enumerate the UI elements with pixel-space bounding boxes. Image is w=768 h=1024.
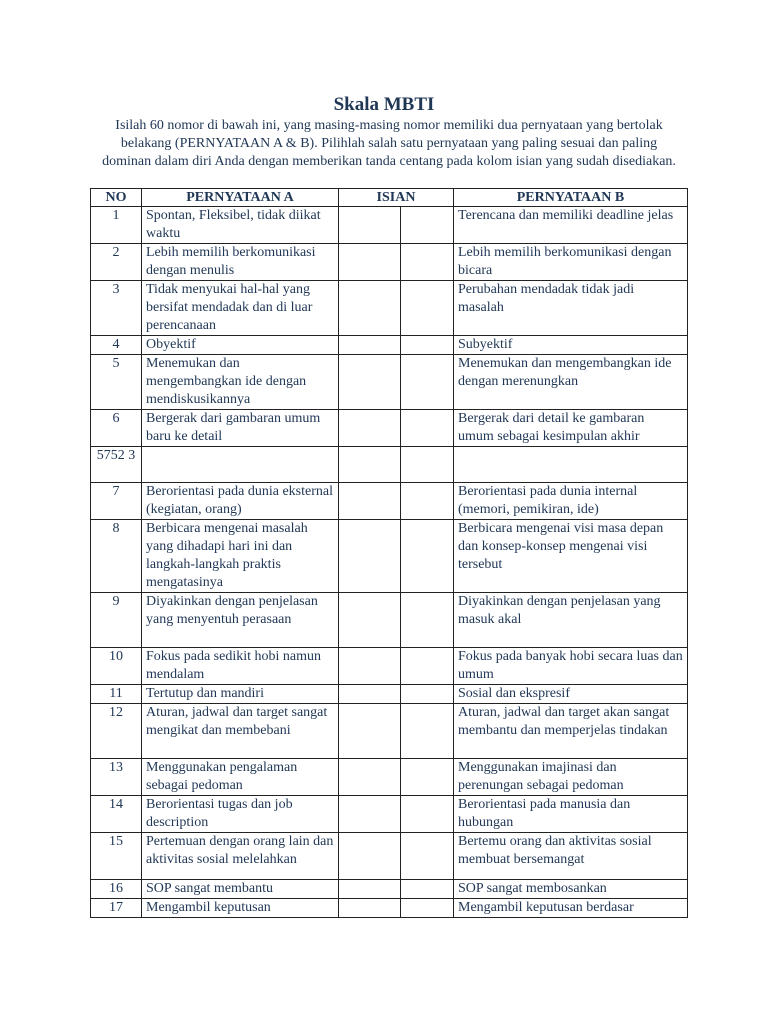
answer-cell-b[interactable] [401, 759, 454, 796]
table-row [91, 648, 688, 685]
statement-a: Bergerak dari gambaran umum baru ke detail [142, 410, 339, 447]
mbti-table [90, 188, 688, 918]
answer-cell-b[interactable] [401, 244, 454, 281]
answer-cell-a[interactable] [339, 355, 401, 410]
answer-cell-a[interactable] [339, 685, 401, 704]
answer-cell-a[interactable] [339, 281, 401, 336]
answer-cell-a[interactable] [339, 899, 401, 918]
row-number: 12 [91, 704, 142, 759]
row-number: 5752 3 [91, 447, 142, 483]
statement-a [142, 447, 339, 483]
answer-cell-b[interactable] [401, 483, 454, 520]
statement-a: Menemukan dan mengembangkan ide dengan mendiskusikannya [142, 355, 339, 410]
answer-cell-a[interactable] [339, 833, 401, 880]
answer-cell-a[interactable] [339, 880, 401, 899]
statement-a: Lebih memilih berkomunikasi dengan menulis [142, 244, 339, 281]
answer-cell-a[interactable] [339, 796, 401, 833]
table-row [91, 410, 688, 447]
answer-cell-b[interactable] [401, 899, 454, 918]
table-row [91, 244, 688, 281]
statement-a: Mengambil keputusan [142, 899, 339, 918]
table-row [91, 796, 688, 833]
statement-a: Fokus pada sedikit hobi namun mendalam [142, 648, 339, 685]
statement-a: Diyakinkan dengan penjelasan yang menyentuh perasaan [142, 593, 339, 648]
statement-a: Berbicara mengenai masalah yang dihadapi hari ini dan langkah-langkah praktis mengatasinya [142, 520, 339, 593]
statement-b: Aturan, jadwal dan target akan sangat membantu dan memperjelas tindakan [454, 704, 688, 759]
row-number: 2 [91, 244, 142, 281]
row-number: 11 [91, 685, 142, 704]
table-row [91, 520, 688, 593]
table-row [91, 447, 688, 483]
statement-b: SOP sangat membosankan [454, 880, 688, 899]
table-row [91, 880, 688, 899]
answer-cell-b[interactable] [401, 355, 454, 410]
answer-cell-a[interactable] [339, 593, 401, 648]
answer-cell-a[interactable] [339, 207, 401, 244]
answer-cell-a[interactable] [339, 410, 401, 447]
row-number: 10 [91, 648, 142, 685]
header-isian: ISIAN [339, 189, 454, 207]
row-number: 5 [91, 355, 142, 410]
statement-b: Berorientasi pada dunia internal (memori, pemikiran, ide) [454, 483, 688, 520]
answer-cell-a[interactable] [339, 704, 401, 759]
statement-a: SOP sangat membantu [142, 880, 339, 899]
statement-a: Aturan, jadwal dan target sangat mengikat dan membebani [142, 704, 339, 759]
table-row [91, 593, 688, 648]
row-number: 14 [91, 796, 142, 833]
answer-cell-b[interactable] [401, 447, 454, 483]
answer-cell-b[interactable] [401, 833, 454, 880]
statement-a: Berorientasi pada dunia eksternal (kegiatan, orang) [142, 483, 339, 520]
statement-a: Tertutup dan mandiri [142, 685, 339, 704]
statement-b: Menemukan dan mengembangkan ide dengan merenungkan [454, 355, 688, 410]
answer-cell-a[interactable] [339, 648, 401, 685]
statement-b: Berorientasi pada manusia dan hubungan [454, 796, 688, 833]
table-row [91, 759, 688, 796]
answer-cell-b[interactable] [401, 648, 454, 685]
statement-b: Subyektif [454, 336, 688, 355]
answer-cell-a[interactable] [339, 447, 401, 483]
instructions-paragraph: Isilah 60 nomor di bawah ini, yang masing-masing nomor memiliki dua pernyataan yang bertolak belakang (PERNYATAAN A & B). Pilihlah salah satu pernyataan yang paling sesuai dan paling dominan dalam diri Anda dengan memberikan tanda centang pada kolom isian yang sudah disediakan. [102, 118, 676, 169]
statement-b: Sosial dan ekspresif [454, 685, 688, 704]
row-number: 4 [91, 336, 142, 355]
statement-a: Pertemuan dengan orang lain dan aktivitas sosial melelahkan [142, 833, 339, 880]
table-row [91, 685, 688, 704]
row-number: 17 [91, 899, 142, 918]
header-no: NO [91, 189, 142, 207]
row-number: 1 [91, 207, 142, 244]
answer-cell-a[interactable] [339, 520, 401, 593]
statement-a: Menggunakan pengalaman sebagai pedoman [142, 759, 339, 796]
table-row [91, 336, 688, 355]
answer-cell-b[interactable] [401, 336, 454, 355]
row-number: 8 [91, 520, 142, 593]
header-pernyataan-a: PERNYATAAN A [142, 189, 339, 207]
table-row [91, 704, 688, 759]
statement-b: Fokus pada banyak hobi secara luas dan umum [454, 648, 688, 685]
answer-cell-a[interactable] [339, 336, 401, 355]
table-row [91, 207, 688, 244]
table-row [91, 483, 688, 520]
statement-b: Lebih memilih berkomunikasi dengan bicara [454, 244, 688, 281]
answer-cell-a[interactable] [339, 483, 401, 520]
answer-cell-b[interactable] [401, 207, 454, 244]
row-number: 3 [91, 281, 142, 336]
statement-a: Spontan, Fleksibel, tidak diikat waktu [142, 207, 339, 244]
statement-b: Menggunakan imajinasi dan perenungan sebagai pedoman [454, 759, 688, 796]
row-number: 9 [91, 593, 142, 648]
table-header-row [91, 189, 688, 207]
answer-cell-b[interactable] [401, 685, 454, 704]
row-number: 7 [91, 483, 142, 520]
answer-cell-b[interactable] [401, 410, 454, 447]
answer-cell-a[interactable] [339, 759, 401, 796]
row-number: 6 [91, 410, 142, 447]
table-row [91, 899, 688, 918]
statement-b: Perubahan mendadak tidak jadi masalah [454, 281, 688, 336]
row-number: 13 [91, 759, 142, 796]
answer-cell-b[interactable] [401, 520, 454, 593]
table-row [91, 281, 688, 336]
statement-b: Bergerak dari detail ke gambaran umum sebagai kesimpulan akhir [454, 410, 688, 447]
statement-b: Diyakinkan dengan penjelasan yang masuk akal [454, 593, 688, 648]
statement-b: Mengambil keputusan berdasar [454, 899, 688, 918]
statement-b: Berbicara mengenai visi masa depan dan konsep-konsep mengenai visi tersebut [454, 520, 688, 593]
statement-b [454, 447, 688, 483]
statement-b: Bertemu orang dan aktivitas sosial membuat bersemangat [454, 833, 688, 880]
statement-b: Terencana dan memiliki deadline jelas [454, 207, 688, 244]
answer-cell-b[interactable] [401, 880, 454, 899]
row-number: 15 [91, 833, 142, 880]
answer-cell-b[interactable] [401, 704, 454, 759]
answer-cell-b[interactable] [401, 593, 454, 648]
header-pernyataan-b: PERNYATAAN B [454, 189, 688, 207]
table-row [91, 355, 688, 410]
answer-cell-b[interactable] [401, 796, 454, 833]
row-number: 16 [91, 880, 142, 899]
answer-cell-b[interactable] [401, 281, 454, 336]
statement-a: Obyektif [142, 336, 339, 355]
table-row [91, 833, 688, 880]
page-title: Skala MBTI [333, 94, 435, 115]
answer-cell-a[interactable] [339, 244, 401, 281]
statement-a: Berorientasi tugas dan job description [142, 796, 339, 833]
statement-a: Tidak menyukai hal-hal yang bersifat mendadak dan di luar perencanaan [142, 281, 339, 336]
